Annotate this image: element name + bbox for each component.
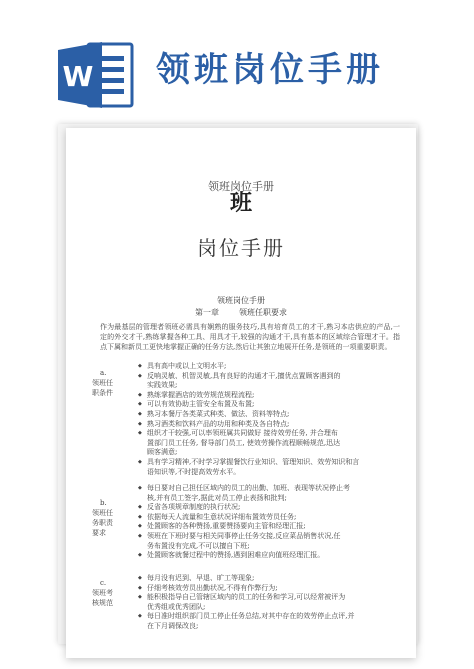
section-label-line: 领班任 [92,509,113,517]
list-item: ◆ 每月没有迟到、早退、旷工等现象; [138,574,398,584]
list-item: ◆ 可以有效协助主管安全布置及布置; [138,400,398,410]
section-label [92,578,113,608]
cover-small-title: 领班岗位手册 [208,180,274,193]
list-item: ◆ 处置顾客的各种赞扬,重要赞扬要向主管和经理汇报; [138,522,398,532]
list-item: ◆ 反省各项规章制度的执行状况; [138,503,398,513]
list-item: ◆ 具有高中或以上文明水平; [138,362,398,372]
list-item: ◆ 反响灵敏、机智灵敏,具有良好的沟通才干,擅优点置顾客遇到的 [138,372,398,382]
section-bullet-list [138,362,398,477]
list-item: ◆ 每日要对自己担任区域内的员工的出勤、加班、表现等状况停止考 [138,484,398,494]
word-icon [58,42,134,108]
section-label-line: 领班考 [92,589,113,597]
section-label-line: b. [100,499,107,507]
list-item: 优秀组或优秀团队; [147,602,206,611]
cover-subtitle: 岗位手册 [197,236,285,260]
chapter-heading [66,307,416,318]
list-item: 语知识等,不时提高效劳水平。 [147,467,241,476]
section-label-line: a. [100,369,107,377]
list-item: 务布置没有完成,不可以擅自下班; [147,541,250,550]
section-label [92,368,113,398]
word-icon-letter: W [62,60,94,93]
list-item: ◆ 能积极指导自己管辖区域内的员工的任务和学习,可以经常被评为 [138,593,398,603]
list-item: ◆ 熟习本餐厅各类菜式种类、做法、资料等特点; [138,410,398,420]
section-bullet-list [138,574,398,632]
section-label-line: c. [100,579,107,587]
list-item: ◆ 处置顾客就餐过程中的赞扬,遇到困难应向值班经理汇报。 [138,551,398,561]
list-item: ◆ 仔细考核效劳员出勤状况,不得有作弊行为; [138,584,398,594]
list-item: 在下月调保改良; [147,621,199,630]
chapter-label: 第一章 [195,308,219,317]
cover-big-char: 班 [229,190,252,216]
list-item: 核,并有员工签字,据此对员工停止表扬和批判; [147,493,287,502]
intro-paragraph: 作为最基层的管理者领班必需具有娴熟的服务技巧,具有培育员工的才干,熟习本店供应的产品,一定的外交才干,熟练掌握各种工具、用具才干,较强的沟通才干,具有基本的区域综合管理才干。指点下属和新员工更快地掌握正确的任务方法,然后让其独立地展开任务,是领班的一项重要职责。 [100,323,400,351]
document-page [66,128,416,658]
section-title: 领班岗位手册 [217,296,265,305]
section-label-line: 职条件 [92,389,113,397]
section-label-line: 要求 [92,529,106,537]
document-title: 领班岗位手册 [156,50,384,90]
list-item: ◆ 具有学习精神,不时学习掌握餐饮行业知识、管理知识、效劳知识和言 [138,458,398,468]
list-item: 实践效果; [147,381,178,390]
chapter-title: 领班任职要求 [239,308,287,317]
list-item: 顾客满意; [147,448,178,457]
section-label-line: 务职责 [92,519,113,527]
list-item: ◆ 组织才干较强,可以率领班属共同做好 接待效劳任务, 并合理布 [138,429,398,439]
section-label-line: 核规范 [92,599,113,607]
list-item: ◆ 领班在下班时要与相关同事停止任务交接,反应菜品销售状况,任 [138,532,398,542]
section-label-line: 领班任 [92,379,113,387]
header [0,0,474,118]
section-bullet-list [138,484,398,561]
list-item: ◆ 依据每天人流量和生意状况详细布置效劳员任务; [138,513,398,523]
list-item: ◆ 熟练掌握酒店的效劳规范规程流程; [138,391,398,401]
list-item: 置部门员工任务, 督导部门员工, 使效劳操作流程顺畅规范,迅达 [147,438,341,447]
list-item: ◆ 熟习酒类和饮料产品的功用和种类及各自特点; [138,420,398,430]
list-item: ◆ 每日准时组织部门员工停止任务总结,对其中存在的效劳停止点评,并 [138,612,398,622]
section-label [92,498,113,538]
